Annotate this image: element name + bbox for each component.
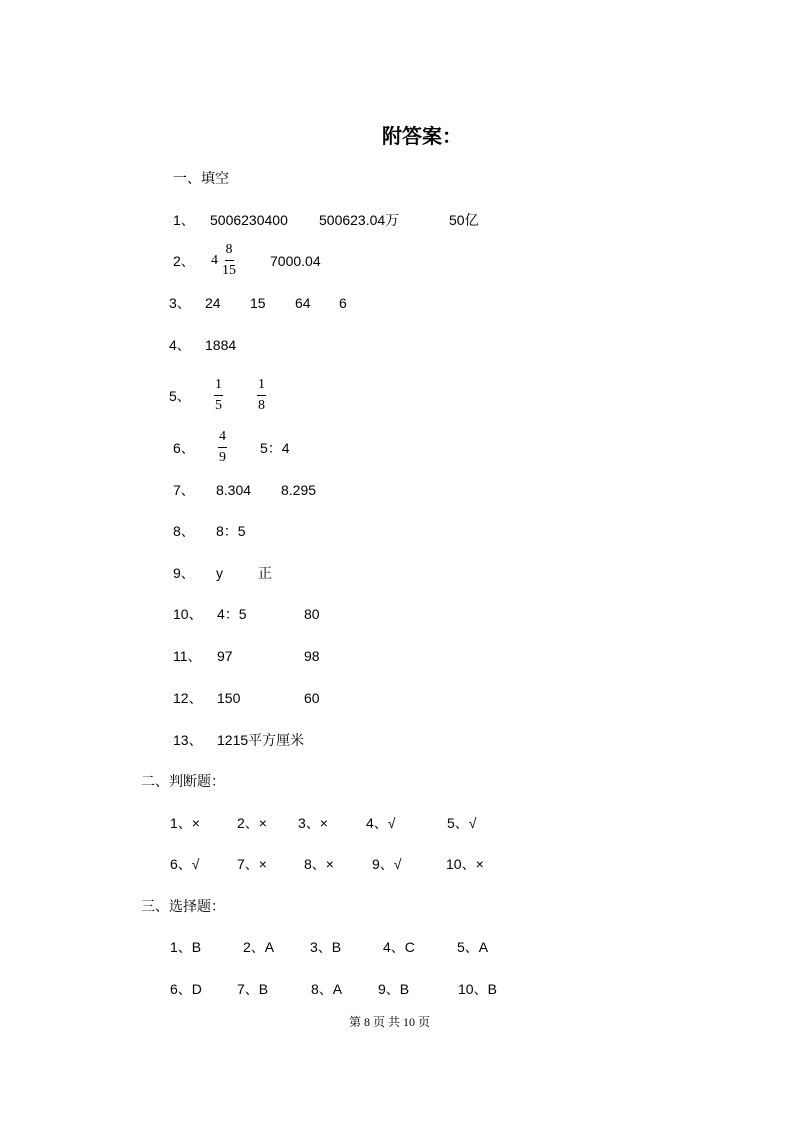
section-fill-heading: 一、填空 [173, 170, 229, 186]
q6-answer-b: 5：4 [260, 440, 290, 456]
q3-answer-d: 6 [339, 295, 347, 311]
q6-fraction-numerator: 4 [218, 429, 227, 448]
choice-answer: 6、D [170, 981, 202, 997]
q5-fraction-2-numerator: 1 [257, 377, 266, 396]
choice-answer: 2、A [243, 939, 275, 955]
q10-answer-a: 4：5 [217, 606, 247, 622]
q10-number: 10、 [173, 606, 203, 622]
q3-answer-a: 24 [205, 295, 221, 311]
choice-answer: 3、B [310, 939, 342, 955]
q5-fraction-1 [214, 377, 223, 414]
q9-answer-b: 正 [258, 565, 272, 581]
judge-answer: 10、× [446, 856, 484, 872]
q3-number: 3、 [169, 295, 191, 311]
judge-answer: 3、× [298, 815, 328, 831]
judge-answer: 6、√ [170, 856, 200, 872]
q8-number: 8、 [173, 523, 195, 539]
q9-number: 9、 [173, 565, 195, 581]
choice-answer: 7、B [237, 981, 269, 997]
q13-number: 13、 [173, 732, 203, 748]
judge-answer: 5、√ [447, 815, 477, 831]
q10-answer-b: 80 [304, 606, 320, 622]
q4-number: 4、 [169, 337, 191, 353]
q5-fraction-1-numerator: 1 [214, 377, 223, 396]
choice-answer: 5、A [457, 939, 489, 955]
judge-answer: 7、× [237, 856, 267, 872]
judge-answer: 9、√ [372, 856, 402, 872]
choice-answer: 8、A [311, 981, 343, 997]
q2-number: 2、 [173, 253, 195, 269]
q12-number: 12、 [173, 690, 203, 706]
q5-fraction-2 [257, 377, 266, 414]
page-title: 附答案： [382, 126, 462, 148]
choice-answer: 4、C [383, 939, 415, 955]
q7-answer-a: 8.304 [216, 482, 252, 498]
q1-answer-b: 500623.04万 [319, 212, 400, 228]
q2-fraction-numerator: 8 [225, 242, 234, 261]
choice-answer: 1、B [170, 939, 202, 955]
page-footer: 第 8 页 共 10 页 [349, 1015, 431, 1029]
judge-answer: 1、× [170, 815, 200, 831]
q1-answer-c: 50亿 [449, 212, 479, 228]
q2-answer-b: 7000.04 [270, 253, 321, 269]
q8-answer-a: 8：5 [216, 523, 246, 539]
q3-answer-b: 15 [250, 295, 266, 311]
q2-fraction [221, 242, 237, 279]
q3-answer-c: 64 [295, 295, 311, 311]
q7-answer-b: 8.295 [281, 482, 317, 498]
q1-number: 1、 [173, 212, 195, 228]
q6-number: 6、 [173, 440, 195, 456]
section-judge-heading: 二、判断题： [141, 773, 225, 789]
q5-fraction-1-denominator: 5 [215, 398, 222, 413]
q2-fraction-denominator: 15 [222, 263, 236, 278]
q11-number: 11、 [173, 648, 202, 664]
judge-answer: 2、× [237, 815, 267, 831]
q9-answer-a: y [216, 565, 223, 581]
q11-answer-b: 98 [304, 648, 320, 664]
judge-answer: 8、× [304, 856, 334, 872]
q5-number: 5、 [169, 388, 191, 404]
q6-fraction [218, 429, 227, 466]
q6-fraction-denominator: 9 [219, 450, 226, 465]
q5-fraction-2-denominator: 8 [258, 398, 265, 413]
q1-answer-a: 5006230400 [210, 212, 288, 228]
q2-mixed-whole: 4 [211, 253, 218, 268]
q4-answer-a: 1884 [205, 337, 237, 353]
q12-answer-a: 150 [217, 690, 241, 706]
judge-answer: 4、√ [366, 815, 396, 831]
q7-number: 7、 [173, 482, 195, 498]
q13-answer-a: 1215平方厘米 [217, 732, 305, 748]
q11-answer-a: 97 [217, 648, 233, 664]
q12-answer-b: 60 [304, 690, 320, 706]
choice-answer: 10、B [458, 981, 497, 997]
choice-answer: 9、B [378, 981, 410, 997]
section-choice-heading: 三、选择题： [141, 898, 225, 914]
